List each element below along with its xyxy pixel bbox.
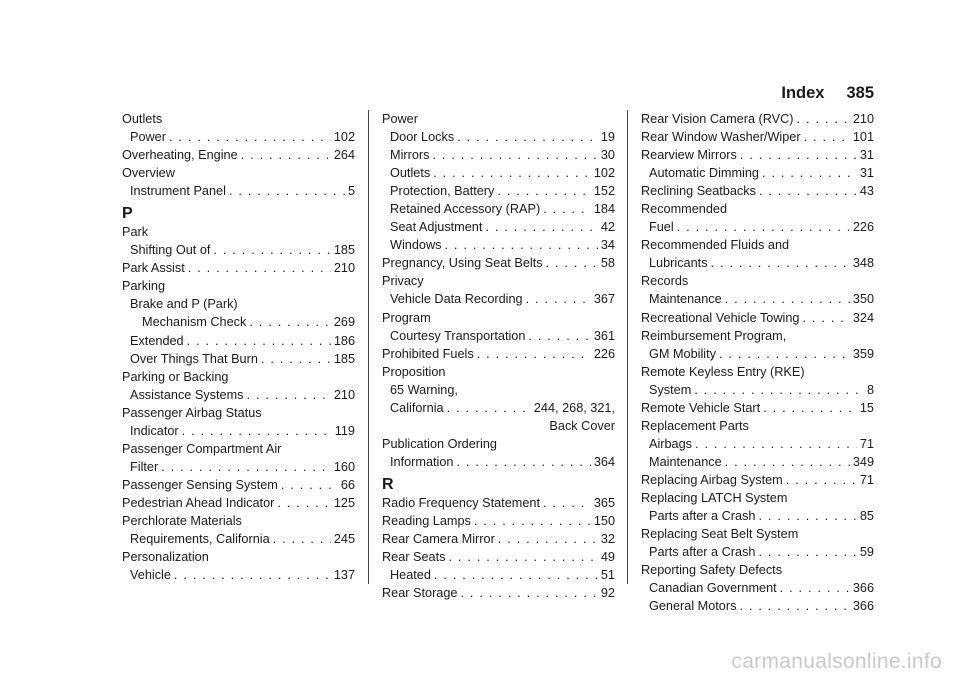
entry-page: 8 [866,382,874,397]
dot-leader [182,422,332,440]
index-heading: Brake and P (Park) [130,297,238,312]
index-entry [382,453,615,471]
dot-leader [694,381,864,399]
dot-leader [802,309,849,327]
entry-text: Instrument Panel [130,184,226,199]
index-entry [382,530,615,548]
entry-text: Reclining Seatbacks [641,184,756,199]
watermark: carmanualsonline.info [731,650,942,673]
dot-leader [763,399,857,417]
dot-leader [526,290,591,308]
page-header [781,84,874,103]
entry-page: 31 [859,166,874,181]
index-entry [641,543,874,561]
entry-page: 210 [333,261,355,276]
entry-page: 101 [852,130,874,145]
entry-continuation: Back Cover [549,418,615,433]
entry-text: Protection, Battery [390,184,495,199]
index-heading: Power [382,112,418,126]
index-heading: Replacement Parts [641,418,749,433]
entry-text: Retained Accessory (RAP) [390,202,541,217]
dot-leader [695,435,857,453]
entry-page: 349 [852,454,874,469]
dot-leader [433,164,591,182]
column-divider [368,110,369,584]
entry-page: 350 [852,292,874,307]
index-heading: Records [641,274,689,289]
index-entry [641,218,874,236]
dot-leader [780,579,850,597]
entry-page: 186 [333,333,355,348]
dot-leader [543,200,591,218]
entry-page: 269 [333,315,355,330]
dot-leader [804,128,850,146]
dot-leader [213,241,330,259]
entry-text: Radio Frequency Statement [382,495,540,510]
dot-leader [174,566,331,584]
entry-text: Parts after a Crash [649,509,756,524]
entry-page: 264 [333,148,355,163]
index-entry [641,128,874,146]
dot-leader [758,507,856,525]
index-entry [122,146,355,164]
index-entry [382,236,615,254]
entry-text: Overheating, Engine [122,148,238,163]
entry-text: Power [130,130,166,145]
entry-page: 367 [593,292,615,307]
index-entry [641,471,874,489]
entry-text: Mirrors [390,148,430,163]
index-entry [382,290,615,308]
dot-leader [247,386,331,404]
entry-page: 31 [859,148,874,163]
index-entry [641,110,874,128]
entry-text: Prohibited Fuels [382,346,474,361]
dot-leader [241,146,331,164]
entry-text: Heated [390,568,431,583]
entry-page: 102 [333,130,355,145]
dot-leader [281,476,338,494]
index-entry [382,327,615,345]
dot-leader [543,494,591,512]
index-heading: 65 Warning, [390,382,458,397]
index-heading: Outlets [122,112,163,126]
index-entry [641,290,874,308]
entry-text: Information [390,454,454,469]
dot-leader [229,182,345,200]
index-entry [382,200,615,218]
entry-text: Rearview Mirrors [641,148,737,163]
dot-leader [460,584,597,602]
entry-page: 359 [852,346,874,361]
entry-page: 5 [347,184,355,199]
index-heading: Park [122,225,149,240]
index-heading: Privacy [382,274,424,289]
entry-page: 42 [600,220,615,235]
dot-leader [498,530,598,548]
entry-text: Reading Lamps [382,513,471,528]
index-heading: Passenger Compartment Air [122,441,282,456]
entry-text: Requirements, California [130,532,270,547]
index-entry [641,381,874,399]
entry-text: Park Assist [122,261,185,276]
entry-page: 30 [600,148,615,163]
index-entry [122,182,355,200]
entry-page: 226 [593,346,615,361]
entry-page: 184 [593,202,615,217]
index-heading: Passenger Airbag Status [122,405,262,420]
entry-text: Maintenance [649,454,722,469]
dot-leader [456,453,590,471]
dot-leader [739,597,849,615]
entry-page: 364 [593,454,615,469]
dot-leader [261,350,331,368]
dot-leader [485,218,597,236]
entry-page: 361 [593,328,615,343]
entry-text: Pregnancy, Using Seat Belts [382,256,543,271]
header-title: Index [781,84,825,102]
index-entry [382,182,615,200]
entry-page: 66 [340,477,355,492]
index-heading: Overview [122,166,175,181]
index-entry [641,182,874,200]
entry-text: Pedestrian Ahead Indicator [122,495,275,510]
entry-page: 365 [593,495,615,510]
index-entry [382,164,615,182]
entry-page: 19 [600,130,615,145]
entry-page: 71 [859,472,874,487]
entry-text: Windows [390,238,442,253]
dot-leader [477,345,591,363]
entry-page: 71 [859,436,874,451]
index-entry [122,128,355,146]
entry-page: 58 [600,256,615,271]
index-entry [382,548,615,566]
entry-page: 366 [852,581,874,596]
entry-text: Airbags [649,436,693,451]
entry-text: Rear Camera Mirror [382,532,495,547]
entry-page: 34 [600,238,615,253]
entry-page: 366 [852,599,874,614]
entry-page: 245 [333,532,355,547]
entry-text: Vehicle Data Recording [390,292,523,307]
index-entry [641,435,874,453]
index-column-2 [382,110,615,602]
index-heading: Replacing LATCH System [641,490,788,505]
index-entry [382,146,615,164]
dot-leader [249,313,330,331]
entry-text: Automatic Dimming [649,166,759,181]
entry-text: Replacing Airbag System [641,472,783,487]
index-heading: Remote Keyless Entry (RKE) [641,364,805,379]
entry-text: Passenger Sensing System [122,477,278,492]
dot-leader [432,146,597,164]
index-heading: Recommended [641,202,728,217]
index-entry [641,399,874,417]
index-heading: Publication Ordering [382,436,497,451]
page-number: 385 [846,84,874,102]
dot-leader [444,236,597,254]
dot-leader [759,182,857,200]
index-entry [641,597,874,615]
index-entry [122,530,355,548]
index-entry [382,218,615,236]
entry-page: 85 [859,509,874,524]
entry-page: 15 [859,400,874,415]
index-entry [641,579,874,597]
dot-leader [725,453,850,471]
dot-leader [762,164,857,182]
dot-leader [448,548,597,566]
entry-text: Vehicle [130,568,171,583]
dot-leader [161,458,331,476]
entry-page: 244, 268, 321, [533,400,615,415]
entry-text: Filter [130,459,159,474]
entry-text: Shifting Out of [130,243,211,258]
entry-text: Canadian Government [649,581,777,596]
index-entry [382,566,615,584]
dot-leader [277,494,330,512]
dot-leader [719,345,850,363]
dot-leader [187,332,331,350]
column-divider [627,110,628,584]
index-entry [641,453,874,471]
entry-text: System [649,382,692,397]
entry-page: 185 [333,243,355,258]
entry-text: Rear Seats [382,550,446,565]
index-heading: Parking or Backing [122,369,229,384]
index-entry [122,241,355,259]
entry-text: Fuel [649,220,674,235]
index-entry [122,386,355,404]
entry-page: 49 [600,550,615,565]
entry-text: Indicator [130,423,179,438]
index-entry [641,146,874,164]
index-entry [122,476,355,494]
index-entry [382,345,615,363]
index-entry [382,494,615,512]
index-entry [122,494,355,512]
entry-page: 102 [593,166,615,181]
entry-page: 210 [852,112,874,126]
index-entry [122,350,355,368]
entry-page: 160 [333,459,355,474]
index-heading: Reimbursement Program, [641,328,787,343]
index-heading: Proposition [382,364,446,379]
index-entry [122,259,355,277]
entry-text: GM Mobility [649,346,716,361]
index-entry [122,566,355,584]
index-heading: Reporting Safety Defects [641,563,783,578]
entry-text: Mechanism Check [142,315,247,330]
entry-text: Rear Vision Camera (RVC) [641,112,794,126]
dot-leader [169,128,331,146]
index-entry [382,399,615,417]
entry-page: 152 [593,184,615,199]
dot-leader [725,290,850,308]
entry-text: Rear Window Washer/Wiper [641,130,801,145]
dot-leader [711,254,850,272]
entry-text: Extended [130,333,184,348]
entry-page: 59 [859,545,874,560]
dot-leader [528,327,590,345]
dot-leader [273,530,331,548]
index-entry [122,458,355,476]
entry-text: Recreational Vehicle Towing [641,310,800,325]
index-entry [122,422,355,440]
section-letter: R [382,475,394,493]
dot-leader [758,543,856,561]
entry-page: 125 [333,495,355,510]
entry-text: Over Things That Burn [130,351,258,366]
dot-leader [434,566,598,584]
entry-page: 348 [852,256,874,271]
dot-leader [786,471,857,489]
entry-page: 210 [333,387,355,402]
entry-text: Outlets [390,166,431,181]
dot-leader [474,512,591,530]
entry-text: Courtesy Transportation [390,328,526,343]
entry-page: 119 [334,423,355,438]
index-entry [641,164,874,182]
dot-leader [447,399,531,417]
dot-leader [546,254,598,272]
dot-leader [677,218,850,236]
entry-text: Door Locks [390,130,455,145]
index-entry [382,584,615,602]
entry-text: Remote Vehicle Start [641,400,761,415]
index-entry [641,507,874,525]
entry-page: 324 [852,310,874,325]
entry-page: 150 [593,513,615,528]
entry-page: 32 [600,532,615,547]
entry-text: Assistance Systems [130,387,244,402]
index-heading: Perchlorate Materials [122,513,242,528]
index-heading: Replacing Seat Belt System [641,527,799,542]
index-heading: Parking [122,279,166,294]
entry-page: 92 [600,586,615,601]
index-entry [122,332,355,350]
entry-text: Lubricants [649,256,708,271]
index-heading: Program [382,310,431,325]
entry-page: 43 [859,184,874,199]
index-heading: Personalization [122,550,209,565]
entry-text: California [390,400,444,415]
index-entry [382,254,615,272]
index-entry [641,254,874,272]
entry-page: 226 [852,220,874,235]
index-column-3 [641,110,874,615]
entry-page: 185 [333,351,355,366]
index-entry [382,512,615,530]
index-column-1 [122,110,355,584]
index-entry [641,345,874,363]
dot-leader [797,110,850,128]
entry-text: General Motors [649,599,737,614]
entry-page: 137 [333,568,355,583]
entry-text: Rear Storage [382,586,458,601]
dot-leader [188,259,331,277]
entry-text: Parts after a Crash [649,545,756,560]
entry-page: 51 [600,568,615,583]
index-heading: Recommended Fluids and [641,238,790,253]
index-entry [382,128,615,146]
dot-leader [497,182,590,200]
index-entry [122,313,355,331]
entry-text: Maintenance [649,292,722,307]
dot-leader [457,128,598,146]
dot-leader [740,146,857,164]
entry-text: Seat Adjustment [390,220,483,235]
index-entry [641,309,874,327]
section-letter: P [122,205,133,223]
